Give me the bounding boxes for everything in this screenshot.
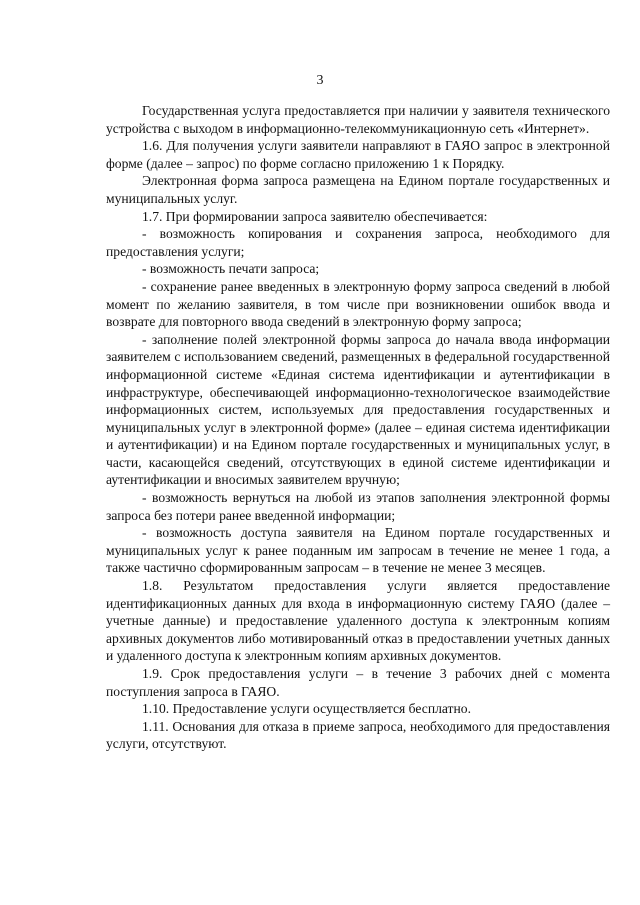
paragraph-service-internet: Государственная услуга предоставляется при наличии у заявителя технического устройства с выходом в информационно-телекоммуникационную сеть «Интернет». (106, 103, 610, 136)
paragraph-electronic-form-portal: Электронная форма запроса размещена на Едином портале государственных и муниципальных услуг. (106, 173, 610, 206)
list-item-copy-save: - возможность копирования и сохранения запроса, необходимого для предоставления услуги; (106, 226, 610, 259)
list-item-autofill-fields: - заполнение полей электронной формы запроса до начала ввода информации заявителем с использованием сведений, размещенных в федеральной государственной информационной системе «Единая система идентификации и аутентификации в инфраструктуре, обеспечивающей информационно-технологическое взаимодействие информационных систем, используемых для предоставления государственных и муниципальных услуг в электронной форме» (далее – единая система идентификации и аутентификации) и на Едином портале государственных и муниципальных услуг, в части, касающейся сведений, отсутствующих в единой системе идентификации и аутентификации и вносимых заявителем вручную; (106, 331, 610, 488)
list-item-save-entered-data: - сохранение ранее введенных в электронную форму запроса сведений в любой момент по желанию заявителя, в том числе при возникновении ошибок ввода и возврате для повторного ввода сведений в электронную форму запроса; (106, 278, 610, 330)
paragraph-1-11-refusal: 1.11. Основания для отказа в приеме запроса, необходимого для предоставления услуги, отсутствуют. (106, 718, 610, 752)
list-item-return-to-step: - возможность вернуться на любой из этапов заполнения электронной формы запроса без потери ранее введенной информации; (106, 490, 610, 523)
list-item-print: - возможность печати запроса; (142, 261, 320, 277)
paragraph-1-7-provisions: 1.7. При формировании запроса заявителю обеспечивается: (142, 208, 488, 224)
paragraph-1-8-result: 1.8. Результатом предоставления услуги является предоставление идентификационных данных для входа в информационную систему ГАЯО (далее – учетные данные) и предоставление удаленного доступа к электронным копиям архивных документов либо мотивированный отказ в предоставлении учетных данных и удаленного доступа к электронным копиям архивных документов. (106, 578, 610, 664)
paragraph-1-9-term: 1.9. Срок предоставления услуги – в течение 3 рабочих дней с момента поступления запроса в ГАЯО. (106, 666, 610, 699)
paragraph-1-10-free: 1.10. Предоставление услуги осуществляется бесплатно. (142, 701, 471, 717)
page-number: 3 (316, 73, 324, 88)
paragraph-1-6-request: 1.6. Для получения услуги заявители направляют в ГАЯО запрос в электронной форме (далее – запрос) по форме согласно приложению 1 к Порядку. (106, 138, 610, 171)
list-item-access-requests: - возможность доступа заявителя на Едином портале государственных и муниципальных услуг к ранее поданным им запросам в течение не менее 1 года, а также частично сформированным запросам – в течение не менее 3 месяцев. (106, 525, 610, 576)
document-body (106, 102, 610, 753)
